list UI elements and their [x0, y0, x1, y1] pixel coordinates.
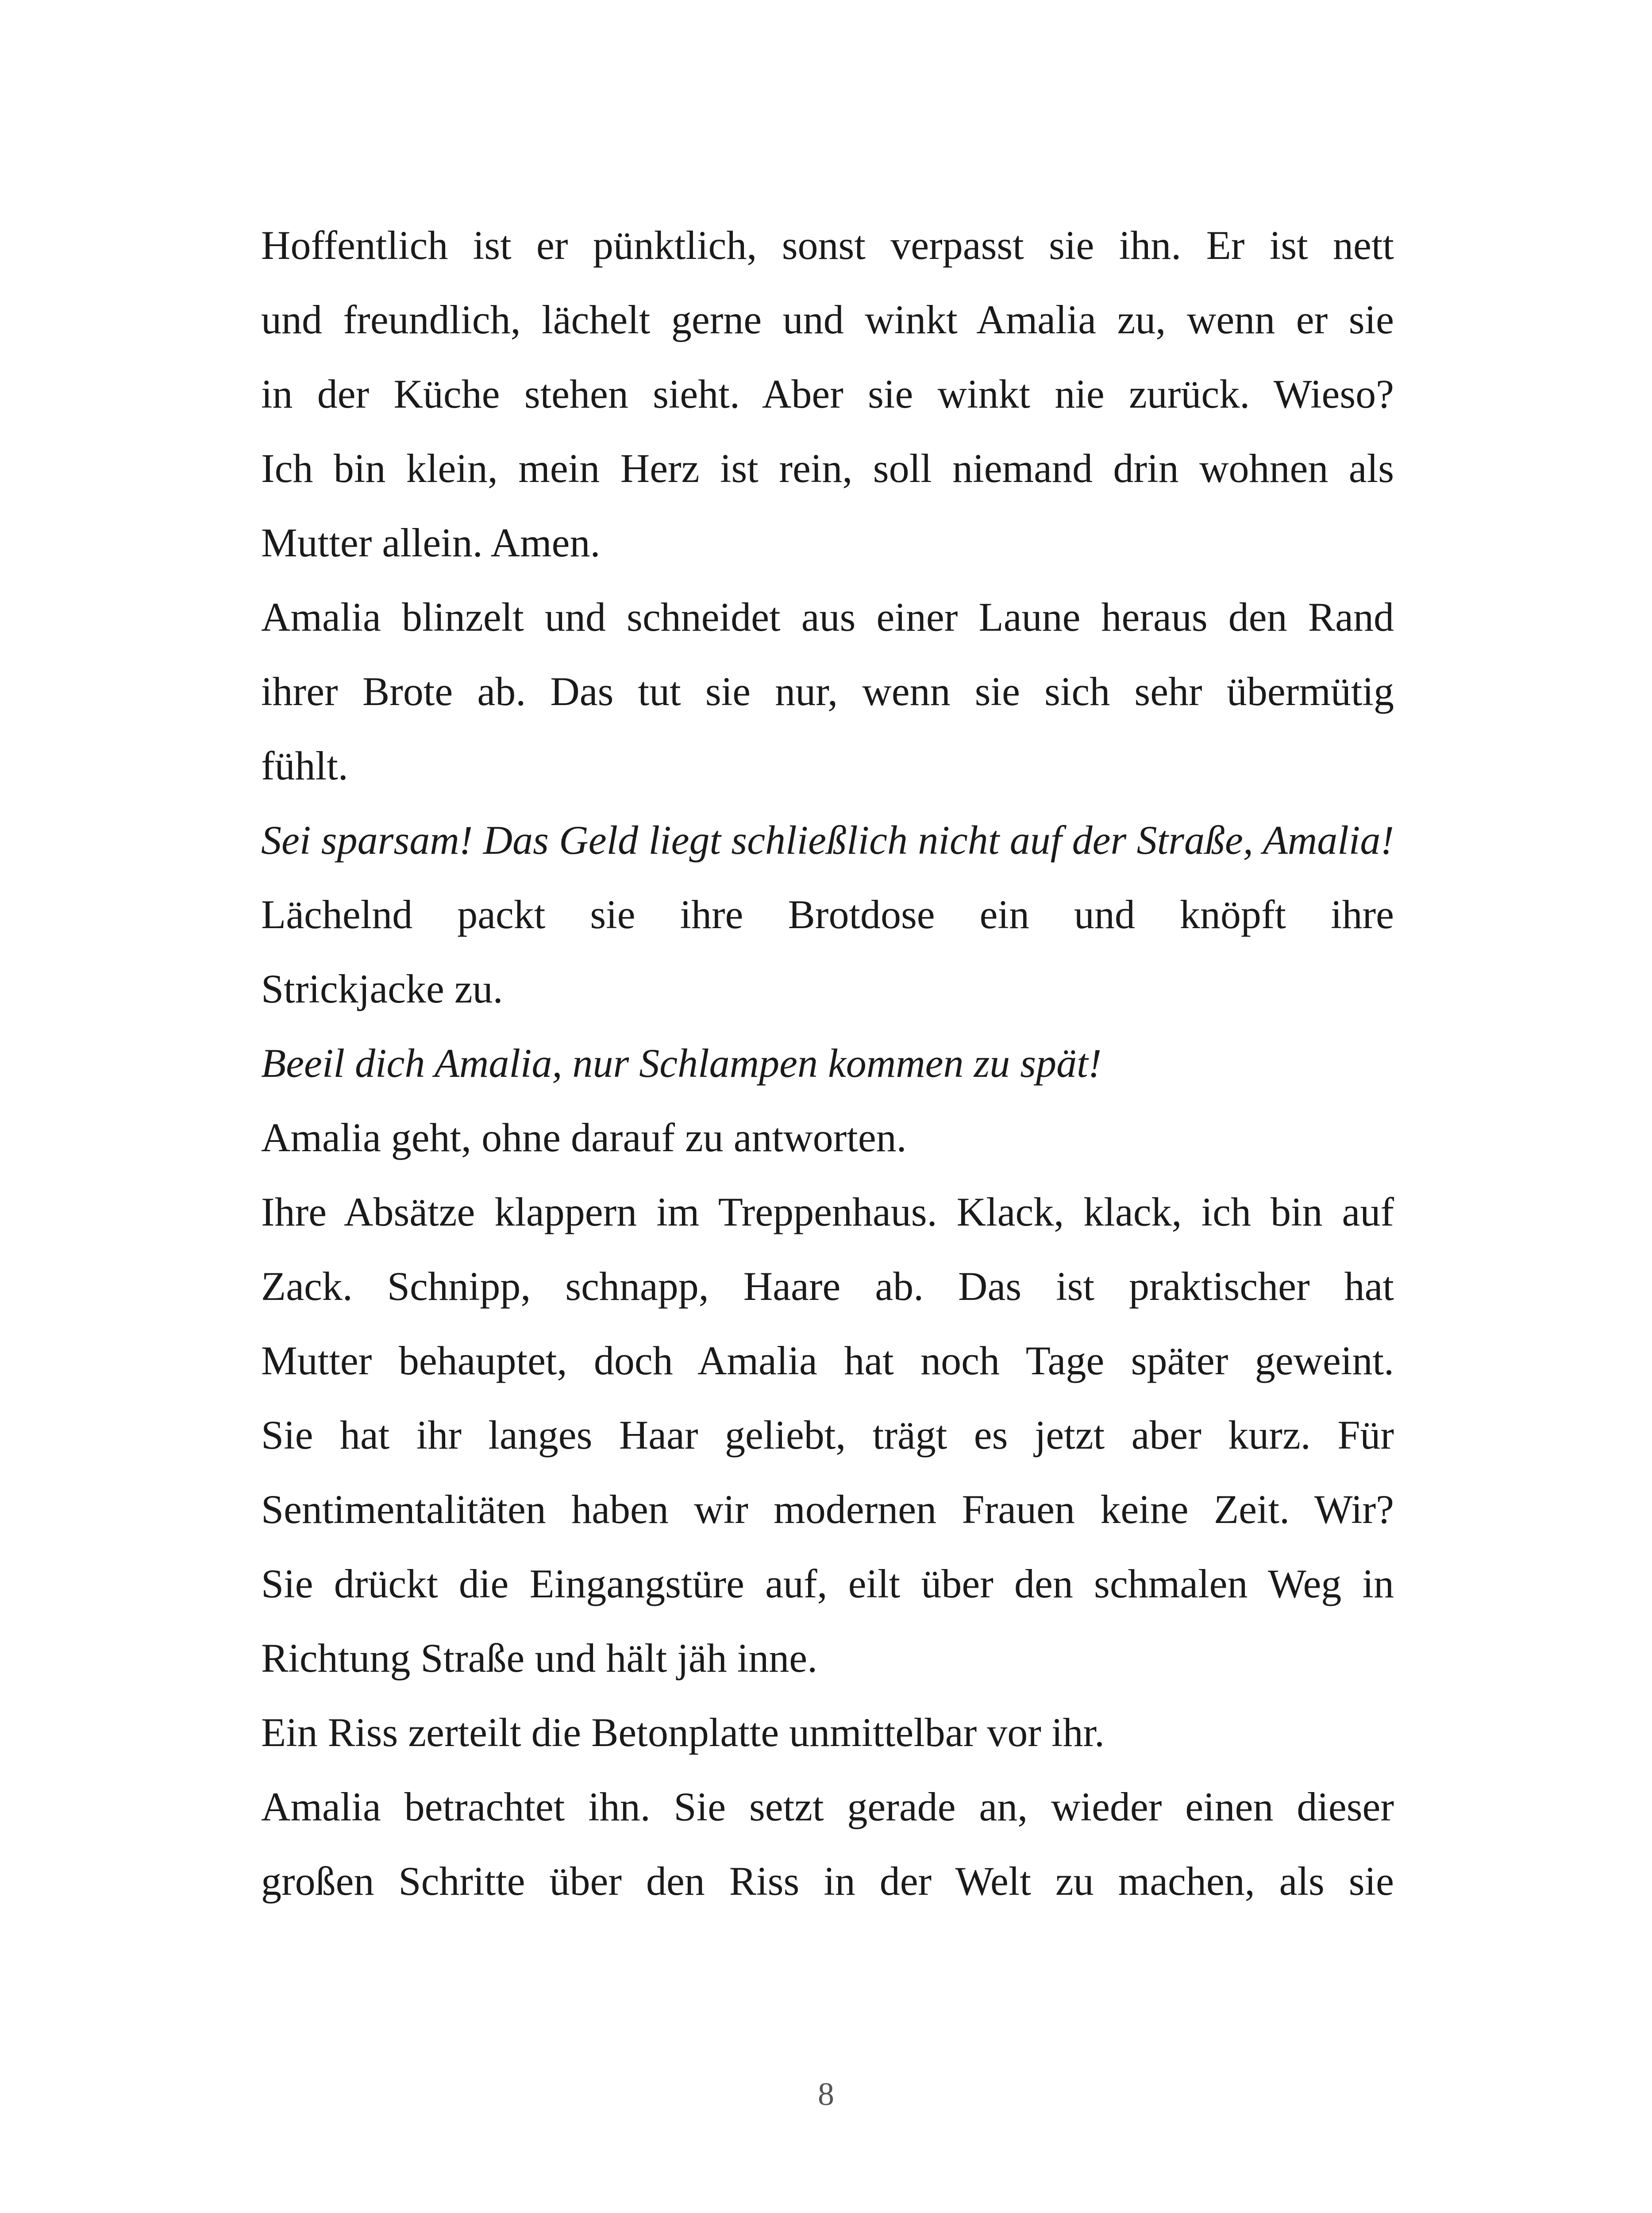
text-line: Mutter allein. Amen.	[261, 520, 601, 565]
text-line: Strickjacke zu.	[261, 966, 503, 1011]
text-line: Ich bin klein, mein Herz ist rein, soll niemand drin wohnen als	[261, 446, 1394, 491]
page-number: 8	[818, 2076, 834, 2113]
text-line: großen Schritte über den Riss in der Welt zu machen, als sie	[261, 1858, 1394, 1904]
text-line: fühlt.	[261, 743, 348, 788]
text-line: Amalia betrachtet ihn. Sie setzt gerade an, wieder einen dieser	[261, 1784, 1394, 1829]
text-line: Amalia geht, ohne darauf zu antworten.	[261, 1115, 907, 1160]
text-line: Sentimentalitäten haben wir modernen Frauen keine Zeit. Wir?	[261, 1487, 1394, 1532]
text-line: Hoffentlich ist er pünktlich, sonst verpasst sie ihn. Er ist nett	[261, 223, 1394, 268]
text-line: und freundlich, lächelt gerne und winkt Amalia zu, wenn er sie	[261, 297, 1394, 342]
text-line: Sie hat ihr langes Haar geliebt, trägt es jetzt aber kurz. Für	[261, 1412, 1394, 1457]
text-line: Ihre Absätze klappern im Treppenhaus. Klack, klack, ich bin auf	[261, 1189, 1394, 1234]
text-line: Ein Riss zerteilt die Betonplatte unmittelbar vor ihr.	[261, 1710, 1105, 1755]
text-line: Mutter behauptet, doch Amalia hat noch Tage später geweint.	[261, 1338, 1394, 1383]
body-text	[261, 208, 1394, 1918]
text-line: Zack. Schnipp, schnapp, Haare ab. Das ist praktischer hat	[261, 1264, 1394, 1309]
text-line: Richtung Straße und hält jäh inne.	[261, 1635, 818, 1681]
text-line: Sie drückt die Eingangstüre auf, eilt über den schmalen Weg in	[261, 1561, 1394, 1606]
text-line: Lächelnd packt sie ihre Brotdose ein und knöpft ihre	[261, 892, 1394, 937]
text-line: ihrer Brote ab. Das tut sie nur, wenn sie sich sehr übermütig	[261, 669, 1394, 714]
italic-text-line: Sei sparsam! Das Geld liegt schließlich nicht auf der Straße, Amalia!	[261, 817, 1394, 863]
text-line: in der Küche stehen sieht. Aber sie winkt nie zurück. Wieso?	[261, 371, 1394, 416]
italic-text-line: Beeil dich Amalia, nur Schlampen kommen zu spät!	[261, 1041, 1102, 1086]
text-line: Amalia blinzelt und schneidet aus einer Laune heraus den Rand	[261, 594, 1394, 640]
